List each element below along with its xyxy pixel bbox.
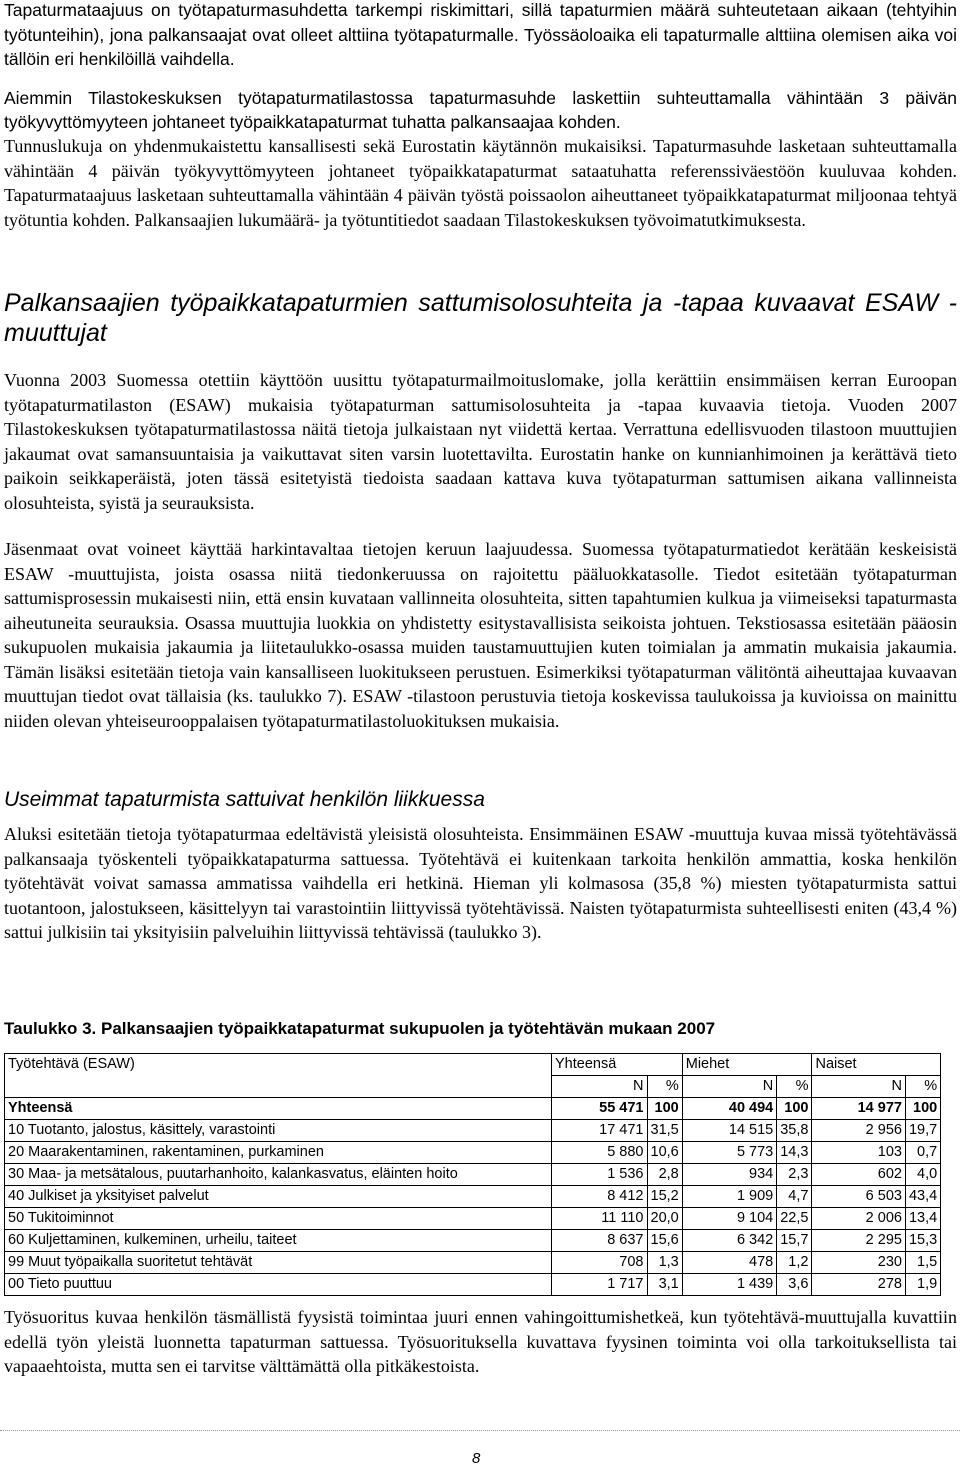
cell-women-n: 6 503 — [812, 1186, 906, 1208]
cell-total-pct: 15,2 — [647, 1186, 682, 1208]
cell-men-n: 14 515 — [682, 1120, 777, 1142]
cell-women-n: 278 — [812, 1274, 906, 1296]
cell-total-pct: 20,0 — [647, 1208, 682, 1230]
table-row — [5, 1120, 941, 1142]
cell-total-pct: 1,3 — [647, 1252, 682, 1274]
cell-women-pct: 19,7 — [905, 1120, 940, 1142]
cell-women-n: 2 295 — [812, 1230, 906, 1252]
cell-women-n: 230 — [812, 1252, 906, 1274]
row-label: Yhteensä — [5, 1098, 552, 1120]
cell-men-pct: 14,3 — [777, 1142, 812, 1164]
row-label: 50 Tukitoiminnot — [5, 1208, 552, 1230]
cell-total-pct: 3,1 — [647, 1274, 682, 1296]
cell-men-n: 1 909 — [682, 1186, 777, 1208]
row-label: 40 Julkiset ja yksityiset palvelut — [5, 1186, 552, 1208]
cell-total-n: 11 110 — [552, 1208, 648, 1230]
cell-total-n: 1 536 — [552, 1164, 648, 1186]
cell-women-pct: 15,3 — [905, 1230, 940, 1252]
work-task-paragraph: Aluksi esitetään tietoja työtapaturmaa edeltävistä yleisistä olosuhteista. Ensimmäinen ESAW -muuttuja kuvaa missä työtehtävässä palkansaaja työskenteli työpaikkatapaturma sattuessa. Työtehtävä ei kuitenkaan tarkoita henkilön ammattia, koska henkilön työtehtävät voivat samassa ammatissa vaihdella eri hetkinä. Hieman yli kolmasosa (35,8 %) miesten työtapaturmista sattui tuotantoon, jalostukseen, käsittelyyn tai varastointiin liittyvissä työtehtävissä. Naisten työtapaturmista suhteellisesti eniten (43,4 %) sattui julkisiin tai yksityisiin palveluihin liittyvissä tehtävissä (taulukko 3). — [4, 824, 957, 942]
cell-men-n: 40 494 — [682, 1098, 777, 1120]
table-row — [5, 1164, 941, 1186]
esaw-intro-paragraph: Vuonna 2003 Suomessa otettiin käyttöön uusittu työtapaturmailmoituslomake, jolla kerättiin ensimmäisen kerran Euroopan työtapaturmatilaston (ESAW) mukaisia työtapaturman sattumisolosuhteita ja -tapaa kuvaavia tietoja. Vuoden 2007 Tilastokeskuksen työtapaturmatilastossa näitä tietoja julkaistaan nyt viidettä kertaa. Verrattuna edellisvuoden tilastoon muuttujien jakaumat ovat samansuuntaisia ja vaikuttavat siten varsin luotettavilta. Eurostatin hanke on kunnianhimoinen ja kerättävä tieto paikoin seikkaperäistä, joten tässä esitetyistä tiedoista saadaan kattava kuva työtapaturman sattumisen aikana vallinneista olosuhteista, syistä ja seurauksista. — [4, 370, 957, 513]
accidents-table — [4, 1053, 941, 1296]
row-label: 20 Maarakentaminen, rakentaminen, purkaminen — [5, 1142, 552, 1164]
row-label: 10 Tuotanto, jalostus, käsittely, varastointi — [5, 1120, 552, 1142]
row-label: 00 Tieto puuttuu — [5, 1274, 552, 1296]
table-row — [5, 1274, 941, 1296]
subheader-empty — [5, 1076, 552, 1098]
cell-men-pct: 3,6 — [777, 1274, 812, 1296]
cell-men-n: 478 — [682, 1252, 777, 1274]
cell-men-pct: 35,8 — [777, 1120, 812, 1142]
subheader-pct: % — [647, 1076, 682, 1098]
cell-total-pct: 31,5 — [647, 1120, 682, 1142]
cell-men-pct: 1,2 — [777, 1252, 812, 1274]
cell-men-pct: 15,7 — [777, 1230, 812, 1252]
cell-men-pct: 4,7 — [777, 1186, 812, 1208]
table-row — [5, 1252, 941, 1274]
header-group-women-pad — [905, 1054, 940, 1076]
cell-women-pct: 1,9 — [905, 1274, 940, 1296]
cell-total-pct: 2,8 — [647, 1164, 682, 1186]
table-row — [5, 1142, 941, 1164]
page-number: 8 — [472, 1450, 481, 1467]
row-label: 60 Kuljettaminen, kulkeminen, urheilu, taiteet — [5, 1230, 552, 1252]
table-row-total — [5, 1098, 941, 1120]
header-group-men-pad — [777, 1054, 812, 1076]
table-subheader-row — [5, 1076, 941, 1098]
cell-men-n: 9 104 — [682, 1208, 777, 1230]
cell-total-n: 5 880 — [552, 1142, 648, 1164]
header-group-men: Miehet — [682, 1054, 777, 1076]
subheader-n: N — [812, 1076, 906, 1098]
section-heading-esaw: Palkansaajien työpaikkatapaturmien sattumisolosuhteita ja -tapaa kuvaavat ESAW -muuttujat — [4, 289, 957, 347]
header-group-total: Yhteensä — [552, 1054, 648, 1076]
cell-women-pct: 13,4 — [905, 1208, 940, 1230]
cell-women-n: 2 956 — [812, 1120, 906, 1142]
cell-women-n: 2 006 — [812, 1208, 906, 1230]
indicator-paragraph: Tunnuslukuja on yhdenmukaistettu kansallisesti sekä Eurostatin käytännön mukaisiksi. Tapaturmasuhde lasketaan suhteuttamalla vähintään 4 päivän työkyvyttömyyteen johtaneet työpaikkatapaturmat sataatuhatta referenssiväestöön kuuluvaa kohden. Tapaturmataajuus lasketaan suhteuttamalla vähintään 4 päivän työstä poissaolon aiheuttaneet työpaikkatapaturmat miljoonaa tehtyä työtuntia kohden. Palkansaajien lukumäärä- ja työtuntitiedot saadaan Tilastokeskuksen työvoimatutkimuksesta. — [4, 136, 957, 230]
subheader-pct: % — [905, 1076, 940, 1098]
cell-men-n: 6 342 — [682, 1230, 777, 1252]
header-task-label: Työtehtävä (ESAW) — [5, 1054, 552, 1076]
subheader-n: N — [552, 1076, 648, 1098]
cell-women-n: 602 — [812, 1164, 906, 1186]
cell-total-n: 1 717 — [552, 1274, 648, 1296]
intro-paragraph: Tapaturmataajuus on työtapaturmasuhdetta tarkempi riskimittari, sillä tapaturmien määrä suhteutetaan aikaan (tehtyihin työtunteihin), jona palkansaajat ovat olleet alttiina työtapaturmalle. Työssäoloaika eli tapaturmalle alttiina olemisen aika voi tällöin eri henkilöillä vaihdella. — [4, 0, 957, 69]
header-group-women: Naiset — [812, 1054, 906, 1076]
table-row — [5, 1208, 941, 1230]
cell-men-n: 5 773 — [682, 1142, 777, 1164]
cell-women-pct: 1,5 — [905, 1252, 940, 1274]
subheader-pct: % — [777, 1076, 812, 1098]
header-group-total-pad — [647, 1054, 682, 1076]
cell-men-pct: 100 — [777, 1098, 812, 1120]
member-states-paragraph: Jäsenmaat ovat voineet käyttää harkintavaltaa tietojen keruun laajuudessa. Suomessa työtapaturmatiedot kerätään keskeisistä ESAW -muuttujista, joista osassa niitä tiedonkeruussa on rajoitettu pääluokkatasolle. Tiedot esitetään työtapaturman sattumisprosessin mukaisesti niin, että ensin kuvataan vallinneita olosuhteita, sitten tapahtumien kulkua ja viimeiseksi tapaturmasta aiheutuneita seurauksia. Osassa muuttujia luokkia on yhdistetty esitystavallisista seikoista johtuen. Tekstiosassa esitetään pääosin sukupuolen mukaisia jakaumia ja liitetaulukko-osassa muiden taustamuuttujien kuten toimialan ja ammatin mukaisia jakaumia. Tämän lisäksi esitetään tietoja vain kansalliseen luokitukseen perustuen. Esimerkiksi työtapaturman välitöntä aiheuttajaa kuvaavan muuttujan tiedot ovat tällaisia (ks. taulukko 7). ESAW -tilastoon perustuvia tietoja koskevissa taulukoissa ja kuvioissa on mainittu niiden olevan yhteiseurooppalaisen työtapaturmatilastoluokituksen mukaisia. — [4, 539, 957, 731]
section-heading-movement: Useimmat tapaturmista sattuivat henkilön liikkuessa — [4, 788, 485, 811]
cell-men-n: 1 439 — [682, 1274, 777, 1296]
cell-women-n: 14 977 — [812, 1098, 906, 1120]
cell-total-pct: 15,6 — [647, 1230, 682, 1252]
cell-women-pct: 43,4 — [905, 1186, 940, 1208]
cell-total-n: 8 412 — [552, 1186, 648, 1208]
row-label: 99 Muut työpaikalla suoritetut tehtävät — [5, 1252, 552, 1274]
work-performance-paragraph: Työsuoritus kuvaa henkilön täsmällistä fyysistä toimintaa juuri ennen vahingoittumishetkeä, kun työtehtävä-muuttujalla kuvattiin edellä työn yleistä luonnetta tapaturman sattuessa. Työsuorituksella kuvattava fyysinen toiminta voi olla tarkoituksellista tai vapaaehtoista, mutta sen ei tarvitse välttämättä olla pitkäkestoista. — [4, 1307, 957, 1376]
row-label: 30 Maa- ja metsätalous, puutarhanhoito, kalankasvatus, eläinten hoito — [5, 1164, 552, 1186]
cell-women-n: 103 — [812, 1142, 906, 1164]
table-header-row — [5, 1054, 941, 1076]
cell-total-pct: 10,6 — [647, 1142, 682, 1164]
table-caption: Taulukko 3. Palkansaajien työpaikkatapaturmat sukupuolen ja työtehtävän mukaan 2007 — [4, 1019, 716, 1038]
cell-total-n: 55 471 — [552, 1098, 648, 1120]
cell-men-n: 934 — [682, 1164, 777, 1186]
subheader-n: N — [682, 1076, 777, 1098]
cell-women-pct: 0,7 — [905, 1142, 940, 1164]
cell-total-pct: 100 — [647, 1098, 682, 1120]
cell-men-pct: 22,5 — [777, 1208, 812, 1230]
cell-total-n: 8 637 — [552, 1230, 648, 1252]
cell-men-pct: 2,3 — [777, 1164, 812, 1186]
footer-divider — [0, 1430, 960, 1431]
accident-ratio-paragraph: Aiemmin Tilastokeskuksen työtapaturmatilastossa tapaturmasuhde laskettiin suhteuttamalla vähintään 3 päivän työkyvyttömyyteen johtaneet työpaikkatapaturmat tuhatta palkansaajaa kohden. — [4, 88, 957, 132]
table-row — [5, 1230, 941, 1252]
cell-women-pct: 100 — [905, 1098, 940, 1120]
cell-total-n: 17 471 — [552, 1120, 648, 1142]
table-row — [5, 1186, 941, 1208]
cell-total-n: 708 — [552, 1252, 648, 1274]
cell-women-pct: 4,0 — [905, 1164, 940, 1186]
